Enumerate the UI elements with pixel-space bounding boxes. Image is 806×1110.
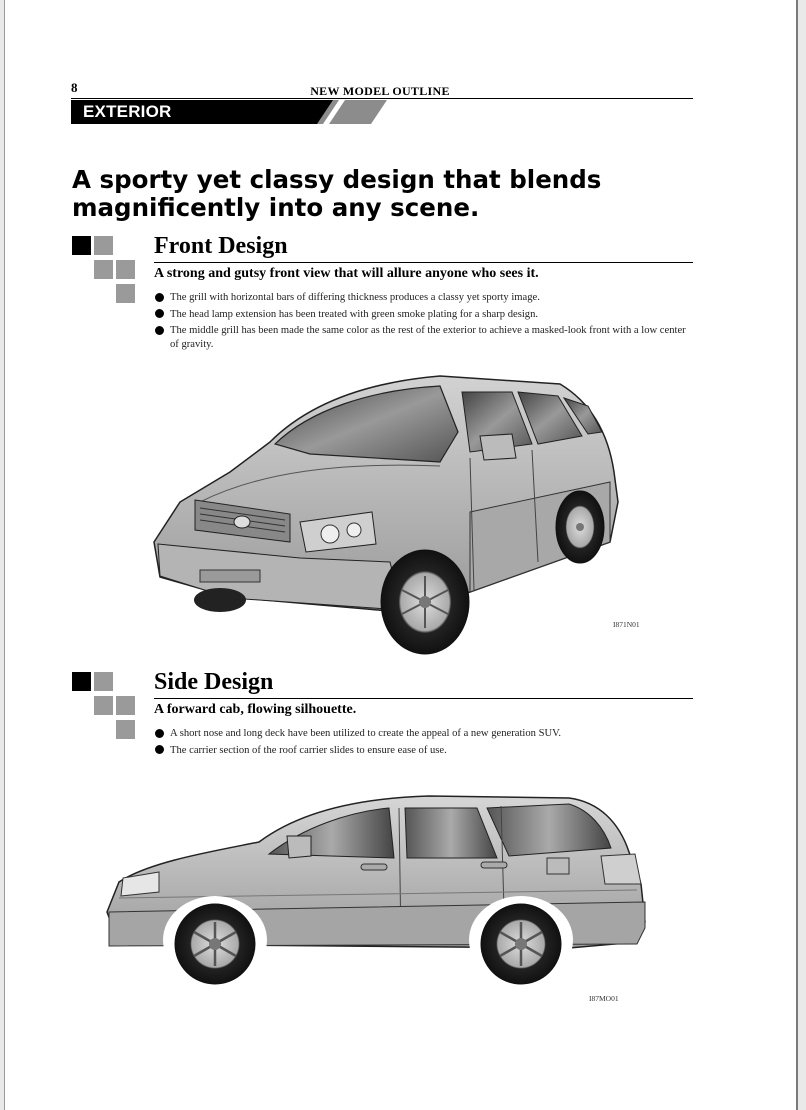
running-title: NEW MODEL OUTLINE (310, 84, 450, 98)
document-page (4, 0, 798, 1110)
list-item: The head lamp extension has been treated with green smoke plating for a sharp design. (154, 308, 694, 322)
side-design-subtitle: A forward cab, flowing silhouette. (154, 702, 357, 717)
headline-line-2: magnificently into any scene. (72, 193, 480, 222)
front-car-illustration (140, 362, 620, 662)
list-item: A short nose and long deck have been utilized to create the appeal of a new generation SUV. (154, 727, 694, 741)
list-item: The grill with horizontal bars of differing thickness produces a classy yet sporty image. (154, 291, 694, 305)
list-item: The carrier section of the roof carrier slides to ensure ease of use. (154, 744, 694, 758)
section-tab (71, 100, 401, 124)
front-figure-code: I871N01 (613, 620, 640, 629)
front-design-bullets (154, 291, 694, 354)
section-marker-squares (72, 672, 142, 742)
front-design-rule (154, 262, 693, 263)
section-label: EXTERIOR (83, 102, 172, 121)
header-rule (71, 98, 693, 99)
side-car-illustration (89, 772, 679, 1007)
front-design-title: Front Design (154, 233, 288, 259)
page-number: 8 (71, 80, 78, 95)
side-design-rule (154, 698, 693, 699)
headline-line-1: A sporty yet classy design that blends (72, 165, 602, 194)
list-item: The middle grill has been made the same color as the rest of the exterior to achieve a masked-look front with a low center of gravity. (154, 324, 694, 351)
front-design-subtitle: A strong and gutsy front view that will allure anyone who sees it. (154, 266, 539, 281)
section-marker-squares (72, 236, 142, 306)
page-headline (72, 166, 692, 222)
side-design-bullets (154, 727, 694, 760)
side-figure-code: I87MO01 (589, 994, 619, 1003)
side-design-title: Side Design (154, 669, 274, 695)
